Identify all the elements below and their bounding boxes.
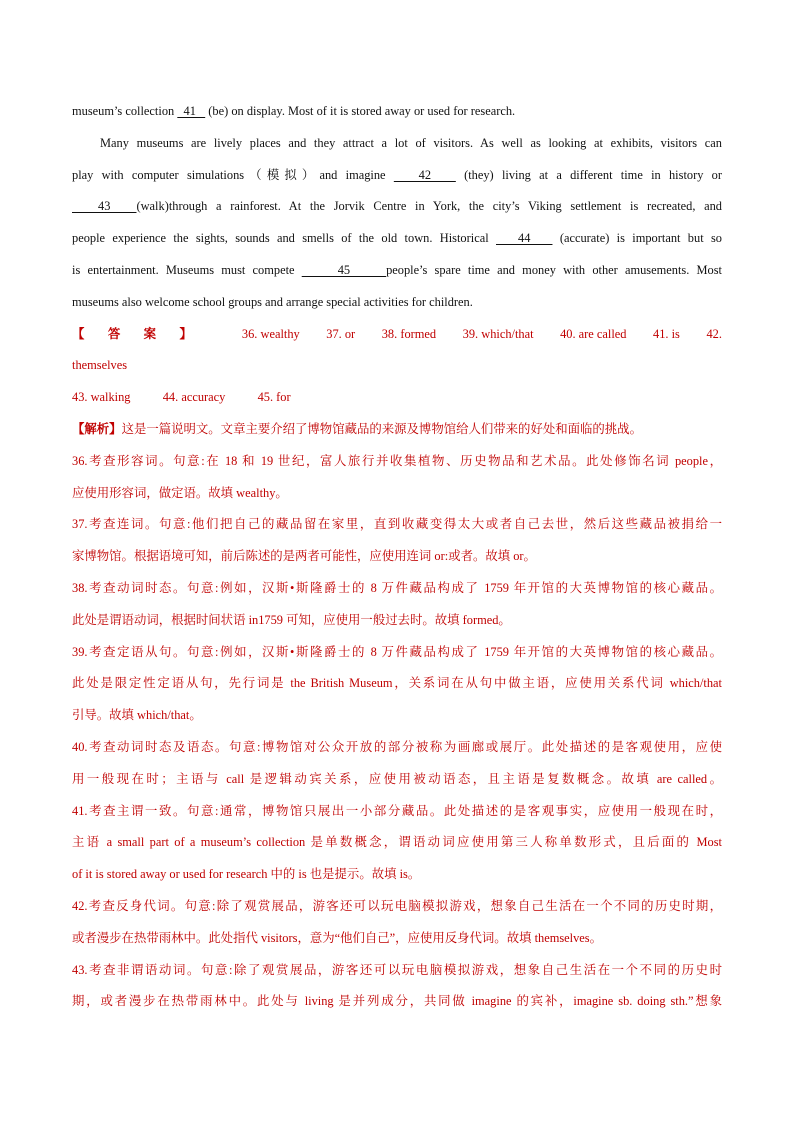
answer-item: 39. which/that bbox=[462, 326, 534, 341]
analysis-line: 主语 a small part of a museum’s collection 是单数概念，谓语动词应使用第三人称单数形式，且后面的 Most bbox=[72, 835, 722, 850]
analysis-line: of it is stored away or used for research 中的 is 也是提示。故填 is。 bbox=[72, 867, 421, 882]
answer-line-2: themselves bbox=[72, 358, 128, 373]
answer-item: 40. are called bbox=[560, 326, 627, 341]
analysis-line: 此处是谓语动词，根据时间状语 in1759 可知，应使用一般过去时。故填 formed。 bbox=[72, 612, 511, 627]
blank-42: 42 bbox=[393, 167, 456, 182]
analysis-line: 41.考查主谓一致。句意:通常，博物馆只展出一小部分藏品。此处描述的是客观事实，应使用一般现在时， bbox=[72, 803, 722, 818]
passage-line-3 bbox=[72, 160, 722, 192]
analysis-label: 【解析】 bbox=[72, 421, 122, 436]
blank-45: 45 bbox=[301, 262, 387, 277]
text: museum’s collection bbox=[72, 104, 178, 118]
answer-item: 41. is bbox=[653, 326, 680, 341]
analysis-line: 应使用形容词，做定语。故填 wealthy。 bbox=[72, 485, 288, 500]
analysis-line: 37.考查连词。句意:他们把自己的藏品留在家里，直到收藏变得太大或者自己去世，然后这些藏品被捐给一 bbox=[72, 517, 722, 532]
text: is entertainment. Museums must compete bbox=[72, 262, 302, 277]
document-content bbox=[72, 96, 722, 1018]
answer-item: 37. or bbox=[326, 326, 356, 341]
analysis-line: 38.考查动词时态。句意:例如，汉斯•斯隆爵士的 8 万件藏品构成了 1759 年开馆的大英博物馆的核心藏品。 bbox=[72, 580, 722, 595]
answer-item: 42. bbox=[706, 326, 722, 341]
blank-43: 43 bbox=[72, 199, 137, 214]
answer-line-3 bbox=[72, 382, 722, 414]
answer-line-1 bbox=[72, 319, 722, 351]
analysis-line: 引导。故填 which/that。 bbox=[72, 708, 202, 723]
analysis-line: 42.考查反身代词。句意:除了观赏展品，游客还可以玩电脑模拟游戏，想象自己生活在一个不同的历史时期， bbox=[72, 898, 722, 913]
text: play with computer simulations（模拟）and imagine bbox=[72, 167, 394, 182]
text: (they) living at a different time in history or bbox=[455, 167, 722, 182]
text: people’s spare time and money with other amusements. Most bbox=[386, 262, 722, 277]
analysis-line: 用一般现在时；主语与 call 是逻辑动宾关系，应使用被动语态，且主语是复数概念。故填 are called。 bbox=[72, 771, 722, 786]
analysis-line: 40.考查动词时态及语态。句意:博物馆对公众开放的部分被称为画廊或展厅。此处描述的是客观使用，应使 bbox=[72, 739, 722, 754]
answer-item: 36. wealthy bbox=[241, 326, 300, 341]
answer-item: 38. formed bbox=[381, 326, 437, 341]
text: (be) on display. Most of it is stored away or used for research. bbox=[205, 104, 516, 118]
text: (walk)through a rainforest. At the Jorvik Centre in York, the city’s Viking settlement is recreated, and bbox=[136, 199, 722, 214]
text: 这是一篇说明文。文章主要介绍了博物馆藏品的来源及博物馆给人们带来的好处和面临的挑战。 bbox=[121, 421, 642, 436]
analysis-line-0 bbox=[72, 414, 722, 446]
answer-item: 43. walking bbox=[72, 390, 131, 405]
analysis-line: 43.考查非谓语动词。句意:除了观赏展品，游客还可以玩电脑模拟游戏，想象自己生活在一个不同的历史时 bbox=[72, 962, 722, 977]
text: (accurate) is important but so bbox=[552, 231, 722, 246]
passage-line-7: museums also welcome school groups and arrange special activities for children. bbox=[72, 294, 473, 309]
passage-line-1 bbox=[72, 96, 722, 128]
answer-item: 44. accuracy bbox=[162, 390, 226, 405]
analysis-line: 或者漫步在热带雨林中。此处指代 visitors，意为“他们自己”，应使用反身代词。故填 themselves。 bbox=[72, 930, 603, 945]
text: people experience the sights, sounds and smells of the old town. Historical bbox=[72, 231, 496, 246]
answer-label: 【答案】 bbox=[72, 326, 216, 341]
blank-44: 44 bbox=[496, 231, 553, 246]
passage-line-6 bbox=[72, 255, 722, 287]
passage-line-2: Many museums are lively places and they attract a lot of visitors. As well as looking at exhibits, visitors can bbox=[100, 135, 722, 150]
analysis-line: 36.考查形容词。句意:在 18 和 19 世纪，富人旅行并收集植物、历史物品和艺术品。此处修饰名词 people， bbox=[72, 453, 722, 468]
analysis-line: 期，或者漫步在热带雨林中。此处与 living 是并列成分，共同做 imagine 的宾补，imagine sb. doing sth.”想象 bbox=[72, 994, 722, 1009]
blank-41: 41 bbox=[177, 104, 206, 118]
passage-line-5 bbox=[72, 223, 722, 255]
analysis-line: 39.考查定语从句。句意:例如，汉斯•斯隆爵士的 8 万件藏品构成了 1759 年开馆的大英博物馆的核心藏品。 bbox=[72, 644, 722, 659]
analysis-line: 家博物馆。根据语境可知，前后陈述的是两者可能性，应使用连词 or:或者。故填 or。 bbox=[72, 549, 536, 564]
answer-item: 45. for bbox=[257, 390, 291, 405]
analysis-line: 此处是限定性定语从句，先行词是 the British Museum，关系词在从句中做主语，应使用关系代词 which/that bbox=[72, 676, 722, 691]
passage-line-4 bbox=[72, 191, 722, 223]
